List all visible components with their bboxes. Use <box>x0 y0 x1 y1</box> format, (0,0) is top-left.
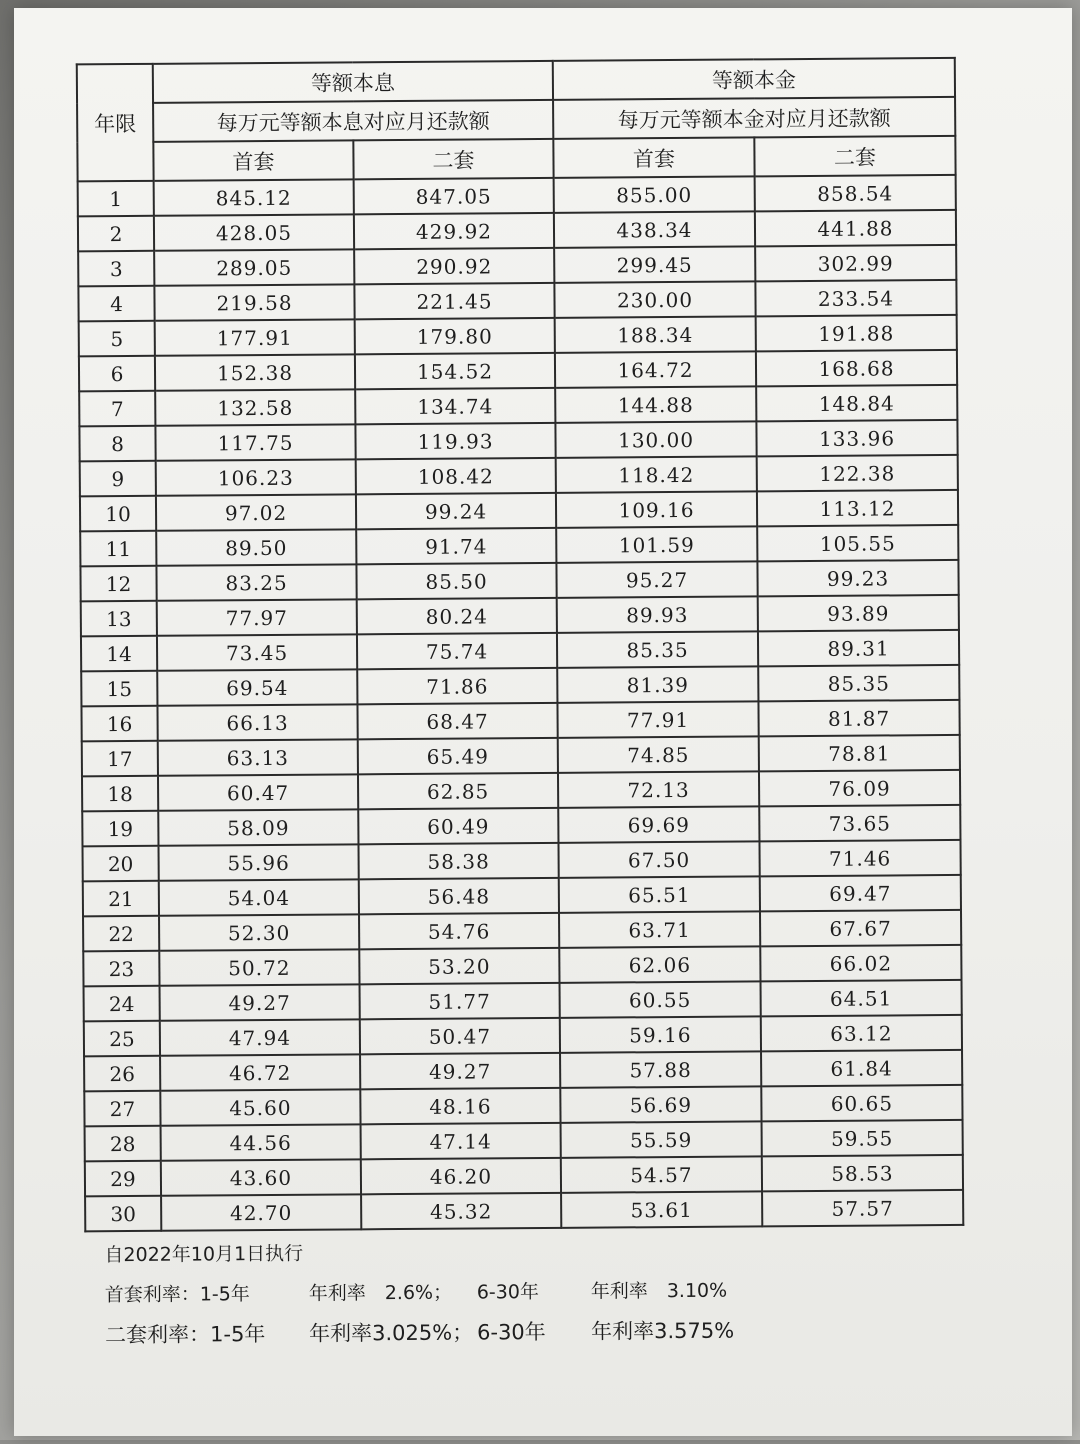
first-home-range-long: 6-30年 <box>477 1272 539 1312</box>
installment-second-cell: 54.76 <box>359 913 559 949</box>
principal-first-cell: 89.93 <box>557 596 758 632</box>
year-cell: 1 <box>78 181 154 217</box>
installment-first-cell: 69.54 <box>157 669 357 705</box>
principal-second-cell: 76.09 <box>759 770 960 806</box>
principal-first-home-header: 首套 <box>553 137 754 177</box>
installment-first-cell: 66.13 <box>157 704 357 740</box>
installment-first-cell: 73.45 <box>157 634 357 670</box>
installment-second-home-header: 二套 <box>353 139 553 179</box>
second-home-rate-long: 年利率3.575% <box>591 1311 734 1352</box>
principal-first-cell: 118.42 <box>556 456 757 492</box>
installment-first-cell: 219.58 <box>154 284 354 320</box>
installment-first-cell: 54.04 <box>159 879 359 915</box>
principal-second-cell: 67.67 <box>760 910 961 946</box>
installment-second-cell: 847.05 <box>354 178 554 214</box>
notes-section <box>104 1235 105 1355</box>
year-cell: 29 <box>85 1161 161 1197</box>
installment-first-home-header: 首套 <box>153 140 353 180</box>
year-cell: 25 <box>84 1021 160 1057</box>
second-home-rate-label: 二套利率：1-5年 <box>105 1314 266 1355</box>
principal-second-cell: 168.68 <box>756 350 957 386</box>
installment-second-cell: 85.50 <box>356 563 556 599</box>
principal-second-cell: 59.55 <box>762 1120 963 1156</box>
year-cell: 9 <box>80 461 156 497</box>
repayment-table <box>76 57 965 1232</box>
installment-first-cell: 49.27 <box>160 984 360 1020</box>
installment-first-cell: 47.94 <box>160 1019 360 1055</box>
principal-first-cell: 81.39 <box>557 666 758 702</box>
installment-second-cell: 49.27 <box>360 1053 560 1089</box>
principal-first-cell: 855.00 <box>554 176 755 212</box>
installment-first-cell: 117.75 <box>155 424 355 460</box>
installment-first-cell: 45.60 <box>160 1089 360 1125</box>
principal-second-cell: 66.02 <box>760 945 961 981</box>
year-cell: 8 <box>79 426 155 462</box>
installment-second-cell: 65.49 <box>358 738 558 774</box>
installment-second-cell: 51.77 <box>360 983 560 1019</box>
principal-first-cell: 77.91 <box>557 701 758 737</box>
principal-second-cell: 61.84 <box>761 1050 962 1086</box>
installment-first-cell: 42.70 <box>161 1194 361 1230</box>
principal-first-cell: 67.50 <box>558 841 759 877</box>
installment-second-cell: 99.24 <box>356 493 556 529</box>
installment-second-cell: 179.80 <box>355 318 555 354</box>
year-cell: 2 <box>78 216 154 252</box>
equal-principal-subheader: 每万元等额本金对应月还款额 <box>553 97 955 139</box>
installment-second-cell: 46.20 <box>361 1158 561 1194</box>
principal-second-cell: 58.53 <box>762 1155 963 1191</box>
year-cell: 16 <box>81 706 157 742</box>
first-home-rate-label: 首套利率：1-5年 <box>105 1274 250 1315</box>
principal-second-cell: 233.54 <box>755 280 956 316</box>
year-cell: 21 <box>83 881 159 917</box>
year-cell: 6 <box>79 356 155 392</box>
year-cell: 19 <box>82 811 158 847</box>
principal-first-cell: 438.34 <box>554 211 755 247</box>
installment-second-cell: 429.92 <box>354 213 554 249</box>
year-cell: 7 <box>79 391 155 427</box>
year-cell: 18 <box>82 776 158 812</box>
principal-first-cell: 299.45 <box>554 246 755 282</box>
effective-date-text: 自2022年10月1日执行 <box>104 1234 303 1275</box>
principal-second-cell: 64.51 <box>761 980 962 1016</box>
year-cell: 15 <box>81 671 157 707</box>
installment-second-cell: 58.38 <box>358 843 558 879</box>
installment-second-cell: 60.49 <box>358 808 558 844</box>
principal-first-cell: 54.57 <box>561 1156 762 1192</box>
principal-second-cell: 99.23 <box>757 560 958 596</box>
installment-second-cell: 119.93 <box>355 423 555 459</box>
year-cell: 30 <box>85 1196 161 1232</box>
installment-second-cell: 91.74 <box>356 528 556 564</box>
year-cell: 4 <box>78 286 154 322</box>
installment-second-cell: 290.92 <box>354 248 554 284</box>
principal-first-cell: 69.69 <box>558 806 759 842</box>
principal-second-cell: 85.35 <box>758 665 959 701</box>
year-cell: 24 <box>84 986 160 1022</box>
installment-second-cell: 221.45 <box>354 283 554 319</box>
installment-second-cell: 50.47 <box>360 1018 560 1054</box>
installment-first-cell: 83.25 <box>156 564 356 600</box>
equal-installment-header: 等额本息 <box>153 61 553 103</box>
installment-second-cell: 56.48 <box>359 878 559 914</box>
installment-first-cell: 132.58 <box>155 389 355 425</box>
installment-first-cell: 97.02 <box>156 494 356 530</box>
principal-second-cell: 93.89 <box>758 595 959 631</box>
principal-second-cell: 302.99 <box>755 245 956 281</box>
principal-second-cell: 63.12 <box>761 1015 962 1051</box>
principal-first-cell: 130.00 <box>555 421 756 457</box>
principal-first-cell: 164.72 <box>555 351 756 387</box>
year-cell: 26 <box>84 1056 160 1092</box>
year-cell: 28 <box>85 1126 161 1162</box>
second-home-range-long: 6-30年 <box>477 1312 546 1353</box>
year-cell: 27 <box>84 1091 160 1127</box>
installment-first-cell: 58.09 <box>158 809 358 845</box>
year-cell: 23 <box>83 951 159 987</box>
principal-first-cell: 56.69 <box>560 1086 761 1122</box>
equal-principal-header: 等额本金 <box>553 58 955 100</box>
installment-first-cell: 289.05 <box>154 249 354 285</box>
equal-installment-subheader: 每万元等额本息对应月还款额 <box>153 100 553 142</box>
installment-second-cell: 71.86 <box>357 668 557 704</box>
year-cell: 12 <box>80 566 156 602</box>
year-cell: 11 <box>80 531 156 567</box>
principal-first-cell: 109.16 <box>556 491 757 527</box>
principal-first-cell: 65.51 <box>559 876 760 912</box>
principal-second-cell: 113.12 <box>757 490 958 526</box>
principal-first-cell: 230.00 <box>554 281 755 317</box>
table-body <box>78 175 964 1231</box>
installment-second-cell: 47.14 <box>361 1123 561 1159</box>
installment-first-cell: 77.97 <box>157 599 357 635</box>
first-home-rate-long: 年利率 3.10% <box>591 1271 728 1312</box>
year-cell: 13 <box>81 601 157 637</box>
principal-second-cell: 57.57 <box>762 1190 963 1226</box>
principal-second-cell: 122.38 <box>757 455 958 491</box>
year-cell: 14 <box>81 636 157 672</box>
year-cell: 3 <box>78 251 154 287</box>
installment-first-cell: 46.72 <box>160 1054 360 1090</box>
principal-second-cell: 148.84 <box>756 385 957 421</box>
principal-first-cell: 59.16 <box>560 1016 761 1052</box>
installment-second-cell: 62.85 <box>358 773 558 809</box>
installment-first-cell: 428.05 <box>154 214 354 250</box>
principal-first-cell: 144.88 <box>555 386 756 422</box>
installment-first-cell: 60.47 <box>158 774 358 810</box>
principal-first-cell: 95.27 <box>556 561 757 597</box>
installment-second-cell: 134.74 <box>355 388 555 424</box>
installment-first-cell: 845.12 <box>154 179 354 215</box>
first-home-rate-short: 年利率 2.6%； <box>309 1273 453 1314</box>
year-column-header: 年限 <box>77 64 154 182</box>
principal-second-cell: 191.88 <box>756 315 957 351</box>
principal-second-cell: 133.96 <box>756 420 957 456</box>
principal-second-cell: 78.81 <box>759 735 960 771</box>
installment-first-cell: 43.60 <box>161 1159 361 1195</box>
principal-second-cell: 441.88 <box>755 210 956 246</box>
second-home-rate-short: 年利率3.025%； <box>309 1313 473 1354</box>
principal-second-cell: 89.31 <box>758 630 959 666</box>
installment-second-cell: 68.47 <box>357 703 557 739</box>
principal-first-cell: 57.88 <box>560 1051 761 1087</box>
installment-second-cell: 45.32 <box>361 1193 561 1229</box>
installment-first-cell: 177.91 <box>155 319 355 355</box>
installment-first-cell: 50.72 <box>159 949 359 985</box>
principal-first-cell: 63.71 <box>559 911 760 947</box>
installment-second-cell: 80.24 <box>357 598 557 634</box>
installment-first-cell: 44.56 <box>161 1124 361 1160</box>
installment-second-cell: 53.20 <box>359 948 559 984</box>
principal-first-cell: 188.34 <box>555 316 756 352</box>
installment-second-cell: 48.16 <box>360 1088 560 1124</box>
principal-second-cell: 60.65 <box>761 1085 962 1121</box>
principal-second-cell: 73.65 <box>759 805 960 841</box>
principal-second-cell: 858.54 <box>755 175 956 211</box>
installment-second-cell: 75.74 <box>357 633 557 669</box>
year-cell: 20 <box>83 846 159 882</box>
installment-first-cell: 52.30 <box>159 914 359 950</box>
principal-second-cell: 71.46 <box>759 840 960 876</box>
principal-second-cell: 69.47 <box>760 875 961 911</box>
principal-first-cell: 53.61 <box>561 1191 762 1227</box>
principal-first-cell: 101.59 <box>556 526 757 562</box>
installment-first-cell: 106.23 <box>156 459 356 495</box>
principal-first-cell: 60.55 <box>560 981 761 1017</box>
installment-first-cell: 63.13 <box>158 739 358 775</box>
principal-first-cell: 62.06 <box>559 946 760 982</box>
principal-second-home-header: 二套 <box>754 136 955 176</box>
principal-first-cell: 55.59 <box>561 1121 762 1157</box>
year-cell: 22 <box>83 916 159 952</box>
installment-first-cell: 55.96 <box>158 844 358 880</box>
year-cell: 17 <box>82 741 158 777</box>
table-row <box>85 1190 963 1231</box>
principal-second-cell: 105.55 <box>757 525 958 561</box>
principal-first-cell: 85.35 <box>557 631 758 667</box>
principal-first-cell: 72.13 <box>558 771 759 807</box>
year-cell: 10 <box>80 496 156 532</box>
year-cell: 5 <box>79 321 155 357</box>
installment-first-cell: 89.50 <box>156 529 356 565</box>
installment-first-cell: 152.38 <box>155 354 355 390</box>
installment-second-cell: 154.52 <box>355 353 555 389</box>
installment-second-cell: 108.42 <box>356 458 556 494</box>
principal-second-cell: 81.87 <box>758 700 959 736</box>
principal-first-cell: 74.85 <box>558 736 759 772</box>
